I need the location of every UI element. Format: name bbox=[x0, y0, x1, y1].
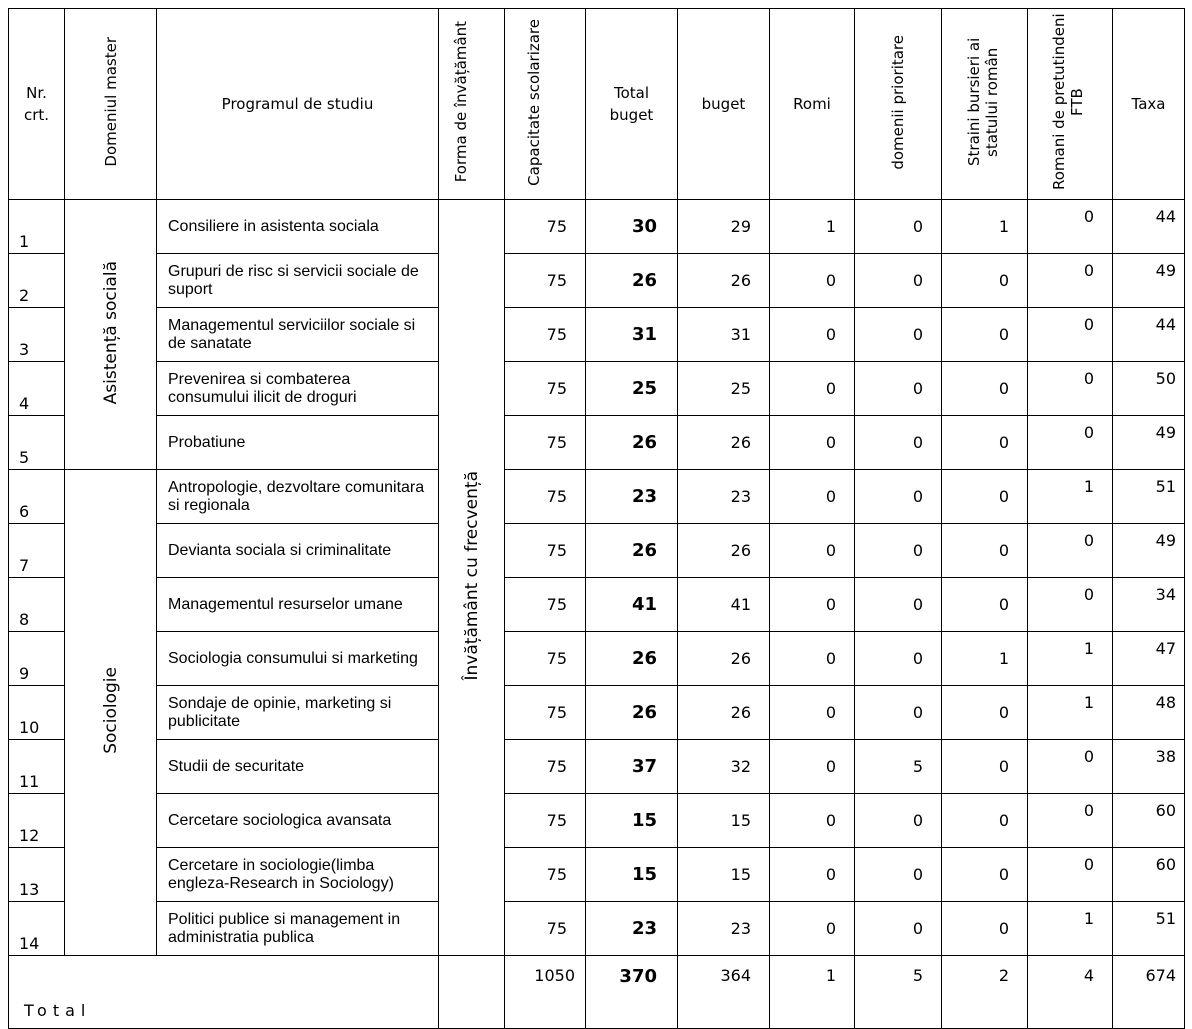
row-number: 12 bbox=[9, 794, 65, 848]
cell-total-buget: 15 bbox=[586, 848, 678, 902]
cell-domenii: 0 bbox=[855, 632, 942, 686]
table-row bbox=[9, 362, 1185, 416]
cell-total-buget: 23 bbox=[586, 470, 678, 524]
cell-romi: 0 bbox=[770, 794, 855, 848]
cell-buget: 26 bbox=[678, 416, 770, 470]
cell-capacitate: 75 bbox=[505, 524, 586, 578]
cell-romi: 0 bbox=[770, 740, 855, 794]
cell-straini: 0 bbox=[942, 848, 1028, 902]
cell-capacitate: 75 bbox=[505, 470, 586, 524]
row-number: 13 bbox=[9, 848, 65, 902]
row-number: 4 bbox=[9, 362, 65, 416]
cell-straini: 0 bbox=[942, 524, 1028, 578]
cell-straini: 0 bbox=[942, 470, 1028, 524]
cell-romi: 0 bbox=[770, 524, 855, 578]
total-taxa: 674 bbox=[1113, 956, 1185, 1029]
total-forma-empty bbox=[439, 956, 505, 1029]
cell-taxa: 38 bbox=[1113, 740, 1185, 794]
header-total-buget: Total buget bbox=[586, 9, 678, 200]
cell-domenii: 0 bbox=[855, 902, 942, 956]
cell-buget: 15 bbox=[678, 848, 770, 902]
cell-taxa: 51 bbox=[1113, 470, 1185, 524]
program-name: Cercetare in sociologie(limba engleza-Research in Sociology) bbox=[157, 848, 439, 902]
cell-straini: 0 bbox=[942, 794, 1028, 848]
cell-capacitate: 75 bbox=[505, 794, 586, 848]
table-row bbox=[9, 740, 1185, 794]
program-name: Managementul serviciilor sociale si de sanatate bbox=[157, 308, 439, 362]
row-number: 10 bbox=[9, 686, 65, 740]
cell-domenii: 0 bbox=[855, 254, 942, 308]
cell-total-buget: 23 bbox=[586, 902, 678, 956]
program-name: Probatiune bbox=[157, 416, 439, 470]
row-number: 1 bbox=[9, 200, 65, 254]
cell-romani: 0 bbox=[1028, 794, 1113, 848]
cell-taxa: 49 bbox=[1113, 524, 1185, 578]
total-romani: 4 bbox=[1028, 956, 1113, 1029]
cell-capacitate: 75 bbox=[505, 362, 586, 416]
cell-romi: 0 bbox=[770, 578, 855, 632]
cell-straini: 0 bbox=[942, 308, 1028, 362]
table-row bbox=[9, 470, 1185, 524]
cell-buget: 26 bbox=[678, 254, 770, 308]
cell-domenii: 5 bbox=[855, 740, 942, 794]
cell-romi: 1 bbox=[770, 200, 855, 254]
table-row bbox=[9, 686, 1185, 740]
cell-capacitate: 75 bbox=[505, 686, 586, 740]
cell-domenii: 0 bbox=[855, 362, 942, 416]
cell-total-buget: 26 bbox=[586, 524, 678, 578]
cell-straini: 0 bbox=[942, 254, 1028, 308]
total-row bbox=[9, 956, 1185, 1029]
program-name: Politici publice si management in administratia publica bbox=[157, 902, 439, 956]
domain-label: Asistență socială bbox=[100, 260, 121, 405]
program-name: Devianta sociala si criminalitate bbox=[157, 524, 439, 578]
cell-domenii: 0 bbox=[855, 416, 942, 470]
cell-taxa: 47 bbox=[1113, 632, 1185, 686]
cell-total-buget: 26 bbox=[586, 254, 678, 308]
cell-domenii: 0 bbox=[855, 578, 942, 632]
cell-total-buget: 37 bbox=[586, 740, 678, 794]
program-name: Sondaje de opinie, marketing si publicitate bbox=[157, 686, 439, 740]
cell-romani: 1 bbox=[1028, 686, 1113, 740]
table-row bbox=[9, 632, 1185, 686]
cell-taxa: 49 bbox=[1113, 254, 1185, 308]
cell-taxa: 34 bbox=[1113, 578, 1185, 632]
cell-romani: 0 bbox=[1028, 254, 1113, 308]
cell-taxa: 49 bbox=[1113, 416, 1185, 470]
table-row bbox=[9, 794, 1185, 848]
cell-straini: 0 bbox=[942, 740, 1028, 794]
cell-capacitate: 75 bbox=[505, 416, 586, 470]
cell-straini: 1 bbox=[942, 632, 1028, 686]
row-number: 3 bbox=[9, 308, 65, 362]
table-row bbox=[9, 200, 1185, 254]
table-row bbox=[9, 416, 1185, 470]
header-straini: Straini bursieri ai statului român bbox=[942, 9, 1028, 200]
cell-straini: 0 bbox=[942, 902, 1028, 956]
cell-romani: 0 bbox=[1028, 578, 1113, 632]
cell-buget: 25 bbox=[678, 362, 770, 416]
domain-sociologie bbox=[65, 470, 157, 956]
row-number: 14 bbox=[9, 902, 65, 956]
header-forma: Forma de învățământ bbox=[439, 9, 505, 200]
cell-capacitate: 75 bbox=[505, 632, 586, 686]
cell-buget: 23 bbox=[678, 470, 770, 524]
cell-romani: 0 bbox=[1028, 524, 1113, 578]
row-number: 7 bbox=[9, 524, 65, 578]
program-name: Cercetare sociologica avansata bbox=[157, 794, 439, 848]
cell-romi: 0 bbox=[770, 362, 855, 416]
cell-romani: 0 bbox=[1028, 200, 1113, 254]
cell-capacitate: 75 bbox=[505, 308, 586, 362]
cell-capacitate: 75 bbox=[505, 848, 586, 902]
enrollment-table bbox=[8, 8, 1185, 1029]
total-domenii: 5 bbox=[855, 956, 942, 1029]
cell-total-buget: 30 bbox=[586, 200, 678, 254]
cell-straini: 0 bbox=[942, 578, 1028, 632]
program-name: Managementul resurselor umane bbox=[157, 578, 439, 632]
program-name: Consiliere in asistenta sociala bbox=[157, 200, 439, 254]
cell-total-buget: 26 bbox=[586, 632, 678, 686]
row-number: 11 bbox=[9, 740, 65, 794]
cell-capacitate: 75 bbox=[505, 254, 586, 308]
cell-buget: 26 bbox=[678, 686, 770, 740]
cell-buget: 32 bbox=[678, 740, 770, 794]
cell-domenii: 0 bbox=[855, 794, 942, 848]
forma-label: Învățământ cu frecvență bbox=[461, 470, 482, 681]
cell-taxa: 60 bbox=[1113, 848, 1185, 902]
cell-romi: 0 bbox=[770, 686, 855, 740]
cell-taxa: 51 bbox=[1113, 902, 1185, 956]
cell-taxa: 48 bbox=[1113, 686, 1185, 740]
cell-buget: 31 bbox=[678, 308, 770, 362]
cell-romani: 0 bbox=[1028, 848, 1113, 902]
program-name: Studii de securitate bbox=[157, 740, 439, 794]
total-romi: 1 bbox=[770, 956, 855, 1029]
cell-romani: 1 bbox=[1028, 470, 1113, 524]
header-taxa: Taxa bbox=[1113, 9, 1185, 200]
cell-romi: 0 bbox=[770, 902, 855, 956]
cell-straini: 0 bbox=[942, 686, 1028, 740]
header-romi: Romi bbox=[770, 9, 855, 200]
row-number: 6 bbox=[9, 470, 65, 524]
cell-romi: 0 bbox=[770, 470, 855, 524]
total-total-buget: 370 bbox=[586, 956, 678, 1029]
row-number: 2 bbox=[9, 254, 65, 308]
cell-romani: 1 bbox=[1028, 632, 1113, 686]
cell-straini: 0 bbox=[942, 362, 1028, 416]
cell-total-buget: 15 bbox=[586, 794, 678, 848]
cell-total-buget: 26 bbox=[586, 686, 678, 740]
table-row bbox=[9, 902, 1185, 956]
cell-romani: 0 bbox=[1028, 362, 1113, 416]
total-straini: 2 bbox=[942, 956, 1028, 1029]
table-row bbox=[9, 848, 1185, 902]
cell-total-buget: 41 bbox=[586, 578, 678, 632]
program-name: Antropologie, dezvoltare comunitara si regionala bbox=[157, 470, 439, 524]
cell-domenii: 0 bbox=[855, 200, 942, 254]
cell-domenii: 0 bbox=[855, 686, 942, 740]
cell-buget: 23 bbox=[678, 902, 770, 956]
cell-taxa: 44 bbox=[1113, 308, 1185, 362]
cell-domenii: 0 bbox=[855, 524, 942, 578]
row-number: 5 bbox=[9, 416, 65, 470]
table-row bbox=[9, 578, 1185, 632]
cell-romi: 0 bbox=[770, 254, 855, 308]
program-name: Grupuri de risc si servicii sociale de suport bbox=[157, 254, 439, 308]
cell-capacitate: 75 bbox=[505, 200, 586, 254]
cell-romi: 0 bbox=[770, 308, 855, 362]
table-row bbox=[9, 308, 1185, 362]
cell-romani: 0 bbox=[1028, 740, 1113, 794]
cell-domenii: 0 bbox=[855, 308, 942, 362]
cell-taxa: 50 bbox=[1113, 362, 1185, 416]
header-domeniul: Domeniul master bbox=[65, 9, 157, 200]
cell-capacitate: 75 bbox=[505, 740, 586, 794]
cell-domenii: 0 bbox=[855, 848, 942, 902]
cell-taxa: 60 bbox=[1113, 794, 1185, 848]
header-capacitate: Capacitate scolarizare bbox=[505, 9, 586, 200]
domain-label: Sociologie bbox=[100, 667, 121, 754]
cell-romani: 0 bbox=[1028, 416, 1113, 470]
header-romani: Romani de pretutindeni FTB bbox=[1028, 9, 1113, 200]
cell-buget: 15 bbox=[678, 794, 770, 848]
cell-total-buget: 26 bbox=[586, 416, 678, 470]
cell-romi: 0 bbox=[770, 416, 855, 470]
cell-taxa: 44 bbox=[1113, 200, 1185, 254]
row-number: 9 bbox=[9, 632, 65, 686]
total-capacitate: 1050 bbox=[505, 956, 586, 1029]
cell-straini: 1 bbox=[942, 200, 1028, 254]
domain-asistenta-sociala bbox=[65, 200, 157, 470]
table-row bbox=[9, 254, 1185, 308]
header-program: Programul de studiu bbox=[157, 9, 439, 200]
cell-total-buget: 25 bbox=[586, 362, 678, 416]
table-row bbox=[9, 524, 1185, 578]
header-nr: Nr. crt. bbox=[9, 9, 65, 200]
total-label: Total bbox=[9, 956, 439, 1029]
total-buget: 364 bbox=[678, 956, 770, 1029]
cell-buget: 26 bbox=[678, 524, 770, 578]
header-domenii: domenii prioritare bbox=[855, 9, 942, 200]
cell-romi: 0 bbox=[770, 632, 855, 686]
header-buget: buget bbox=[678, 9, 770, 200]
program-name: Prevenirea si combaterea consumului ilicit de droguri bbox=[157, 362, 439, 416]
cell-buget: 29 bbox=[678, 200, 770, 254]
cell-buget: 26 bbox=[678, 632, 770, 686]
cell-capacitate: 75 bbox=[505, 578, 586, 632]
cell-total-buget: 31 bbox=[586, 308, 678, 362]
cell-straini: 0 bbox=[942, 416, 1028, 470]
cell-romi: 0 bbox=[770, 848, 855, 902]
forma-invatamant bbox=[439, 200, 505, 956]
header-row bbox=[9, 9, 1185, 200]
program-name: Sociologia consumului si marketing bbox=[157, 632, 439, 686]
cell-romani: 1 bbox=[1028, 902, 1113, 956]
cell-capacitate: 75 bbox=[505, 902, 586, 956]
cell-domenii: 0 bbox=[855, 470, 942, 524]
cell-romani: 0 bbox=[1028, 308, 1113, 362]
cell-buget: 41 bbox=[678, 578, 770, 632]
row-number: 8 bbox=[9, 578, 65, 632]
